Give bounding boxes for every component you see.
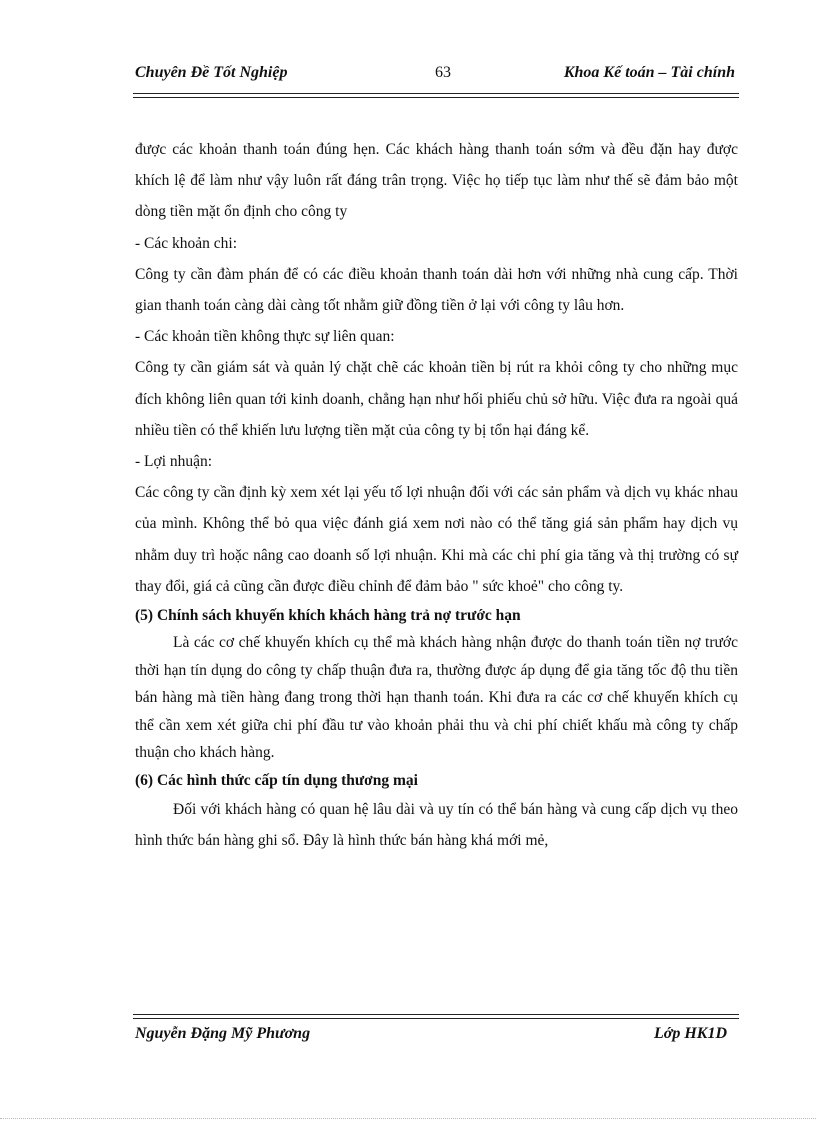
header-title: Chuyên Đề Tốt Nghiệp (135, 64, 288, 81)
page-number: 63 (435, 64, 451, 81)
section-heading-6: (6) Các hình thức cấp tín dụng thương mại (135, 771, 418, 789)
paragraph-loinhuan: Các công ty cần định kỳ xem xét lại yếu tố lợi nhuận đối với các sản phẩm và dịch vụ khác nhau của mình. Không thể bỏ qua việc đánh giá xem nơi nào có thể tăng giá sản phẩm hay dịch vụ nhằm duy trì hoặc nâng cao doanh số lợi nhuận. Khi mà các chi phí gia tăng và thị trường có sự thay đổi, giá cả cũng cần được điều chỉnh để đảm bảo " sức khoẻ" cho công ty. (135, 484, 738, 595)
section-heading-5: (5) Chính sách khuyến khích khách hàng trả nợ trước hạn (135, 607, 521, 625)
page-edge-divider (0, 1118, 816, 1119)
list-item-loinhuan: - Lợi nhuận: (135, 453, 213, 471)
page-header (133, 62, 739, 86)
footer-rule (133, 1014, 739, 1019)
list-item-lienquan: - Các khoản tiền không thực sự liên quan: (135, 328, 395, 346)
paragraph-section-6: Đối với khách hàng có quan hệ lâu dài và uy tín có thể bán hàng và cung cấp dịch vụ theo hình thức bán hàng ghi sổ. Đây là hình thức bán hàng khá mới mẻ, (135, 800, 738, 849)
paragraph-chi: Công ty cần đàm phán để có các điều khoản thanh toán dài hơn với những nhà cung cấp. Thời gian thanh toán càng dài càng tốt nhằm giữ đồng tiền ở lại với công ty lâu hơn. (135, 265, 738, 315)
paragraph-intro: được các khoản thanh toán đúng hẹn. Các khách hàng thanh toán sớm và đều đặn hay được khích lệ để làm như vậy luôn rất đáng trân trọng. Việc họ tiếp tục làm như thế sẽ đảm bảo một dòng tiền mặt ổn định cho công ty (135, 141, 738, 221)
paragraph-section-5: Là các cơ chế khuyến khích cụ thể mà khách hàng nhận được do thanh toán tiền nợ trước thời hạn tín dụng do công ty chấp thuận đưa ra, thường được áp dụng để gia tăng tốc độ thu tiền bán hàng mà tiền hàng đang trong thời hạn thanh toán. Khi đưa ra các cơ chế khuyến khích cụ thể cần xem xét giữa chi phí đầu tư vào khoản phải thu và chi phí chiết khấu mà công ty chấp thuận cho khách hàng. (135, 634, 738, 762)
footer-class: Lớp HK1D (653, 1025, 727, 1042)
footer-author: Nguyễn Đặng Mỹ Phương (135, 1025, 311, 1042)
header-rule (133, 93, 739, 98)
paragraph-lienquan: Công ty cần giám sát và quản lý chặt chẽ các khoản tiền bị rút ra khỏi công ty cho những mục đích không liên quan tới kinh doanh, chẳng hạn như hối phiếu chủ sở hữu. Việc đưa ra ngoài quá nhiều tiền có thể khiến lưu lượng tiền mặt của công ty bị tổn hại đáng kể. (135, 359, 738, 439)
header-department: Khoa Kế toán – Tài chính (563, 64, 735, 81)
page-body (135, 134, 738, 856)
list-item-chi: - Các khoản chi: (135, 234, 238, 252)
